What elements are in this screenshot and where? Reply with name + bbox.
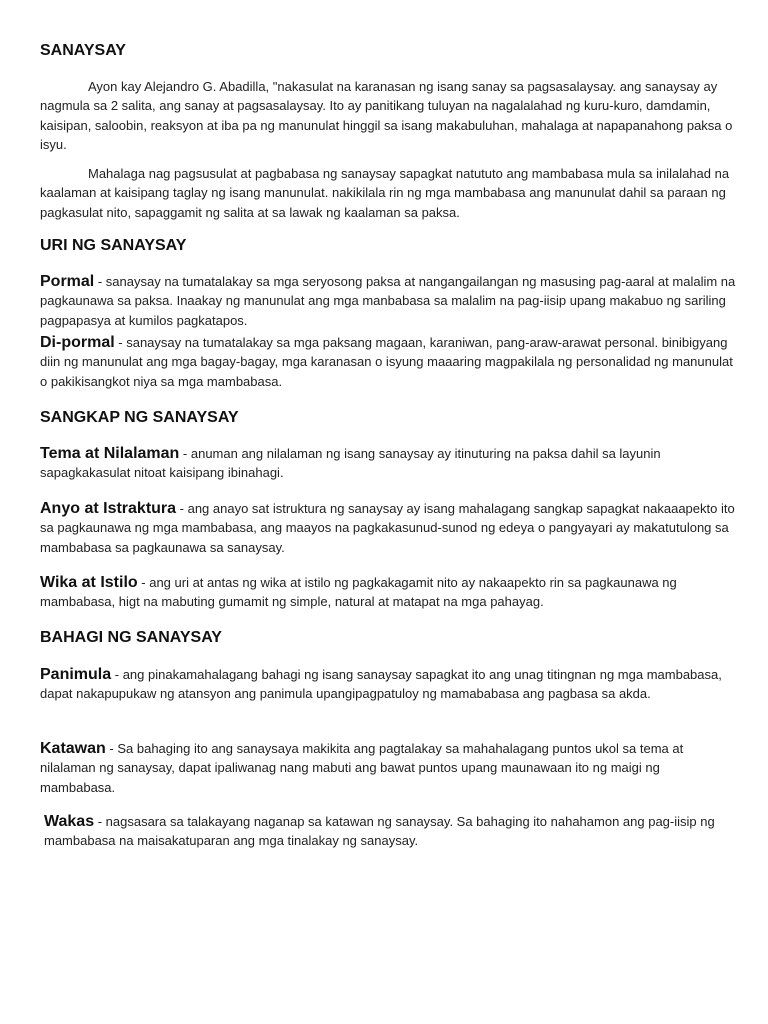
intro-paragraph-2: Mahalaga nag pagsusulat at pagbabasa ng sanaysay sapagkat natututo ang mambabasa mula sa inilalahad na kaalaman at kaisipang taglay ng isang manunulat. nakikilala rin ng mga mambabasa ang manunulat dahil sa paraan ng pagkasulat nito, sapaggamit ng salita at sa lawak ng kaalaman sa paksa. bbox=[40, 166, 730, 220]
page-title: SANAYSAY bbox=[40, 42, 126, 59]
wakas-entry bbox=[40, 812, 736, 851]
wika-term: Wika at Istilo bbox=[40, 574, 138, 591]
pormal-term: Pormal bbox=[40, 273, 95, 290]
dipormal-text: - sanaysay na tumatalakay sa mga paksang magaan, karaniwan, pang-araw-arawat personal. binibigyang diin ng manunulat ang mga bagay-bagay, mga karanasan o isyung maaaring magpakilala ng personalidad ng manunulat o pakikisangkot niya sa mga mambabasa. bbox=[40, 335, 733, 389]
panimula-term: Panimula bbox=[40, 666, 112, 683]
wakas-term: Wakas bbox=[44, 813, 95, 830]
dipormal-term: Di-pormal bbox=[40, 334, 115, 351]
tema-term: Tema at Nilalaman bbox=[40, 445, 180, 462]
panimula-text: - ang pinakamahalagang bahagi ng isang sanaysay sapagkat ito ang unag titingnan ng mga mambabasa, dapat nakapupukaw ng atansyon ang panimula upangipagpatuloy ng mamababasa ang pagbasa sa akda. bbox=[40, 667, 722, 702]
katawan-term: Katawan bbox=[40, 740, 106, 757]
wakas-text: - nagsasara sa talakayang naganap sa katawan ng sanaysay. Sa bahaging ito nahahamon ang pag-iisip ng mambabasa na maisakatuparan ang mga tinalakay ng sanaysay. bbox=[44, 814, 715, 849]
dipormal-entry bbox=[40, 333, 736, 391]
katawan-entry bbox=[40, 739, 736, 797]
intro-paragraph-1: Ayon kay Alejandro G. Abadilla, "nakasulat na karanasan ng isang sanay sa pagsasalaysay. ang sanaysay ay nagmula sa 2 salita, ang sanay at pagsasalaysay. Ito ay panitikang tuluyan na nagalalahad ng kuru-kuro, damdamin, kaisipan, saloobin, reaksyon at iba pa ng manunulat hinggil sa isang makabuluhan, mahalaga at napapanahong paksa o isyu. bbox=[40, 79, 733, 152]
tema-entry bbox=[40, 444, 736, 483]
wika-entry bbox=[40, 573, 736, 612]
tema-text: - anuman ang nilalaman ng isang sanaysay ay itinuturing na paksa dahil sa layunin sapagkakasulat nitoat kaisipang ibinahagi. bbox=[40, 446, 661, 481]
anyo-entry bbox=[40, 499, 736, 557]
anyo-text: - ang anayo sat istruktura ng sanaysay ay isang mahalagang sangkap sapagkat nakaaapekto ito sa pagkaunawa ng mga mambabasa, ang maayos na pagkakasunud-sunod ng edeya o pangyayari ay makatutulong sa mambabasa sa pagkaunawa sa sanaysay. bbox=[40, 501, 735, 555]
panimula-entry bbox=[40, 665, 736, 704]
uri-heading: URI NG SANAYSAY bbox=[40, 237, 187, 254]
wika-text: - ang uri at antas ng wika at istilo ng pagkakagamit nito ay nakaapekto rin sa pagkaunawa ng mambabasa, higt na mabuting gumamit ng simple, natural at matapat na mga pahayag. bbox=[40, 575, 677, 610]
pormal-entry bbox=[40, 272, 736, 330]
sangkap-heading: SANGKAP NG SANAYSAY bbox=[40, 409, 239, 426]
katawan-text: - Sa bahaging ito ang sanaysaya makikita ang pagtalakay sa mahahalagang puntos ukol sa tema at nilalaman ng sanaysay, dapat ipaliwanag nang mabuti ang bawat puntos upang maunawaan ito ng maigi ng mambabasa. bbox=[40, 741, 684, 795]
anyo-term: Anyo at Istraktura bbox=[40, 500, 177, 517]
pormal-text: - sanaysay na tumatalakay sa mga seryosong paksa at nangangailangan ng masusing pag-aaral at malalim na pagkaunawa sa paksa. Inaakay ng manunulat ang mga manbabasa sa malalim na pag-iisip upang makabuo ng sariling pagpapasya at kumilos pagkatapos. bbox=[40, 274, 736, 328]
bahagi-heading: BAHAGI NG SANAYSAY bbox=[40, 629, 222, 646]
